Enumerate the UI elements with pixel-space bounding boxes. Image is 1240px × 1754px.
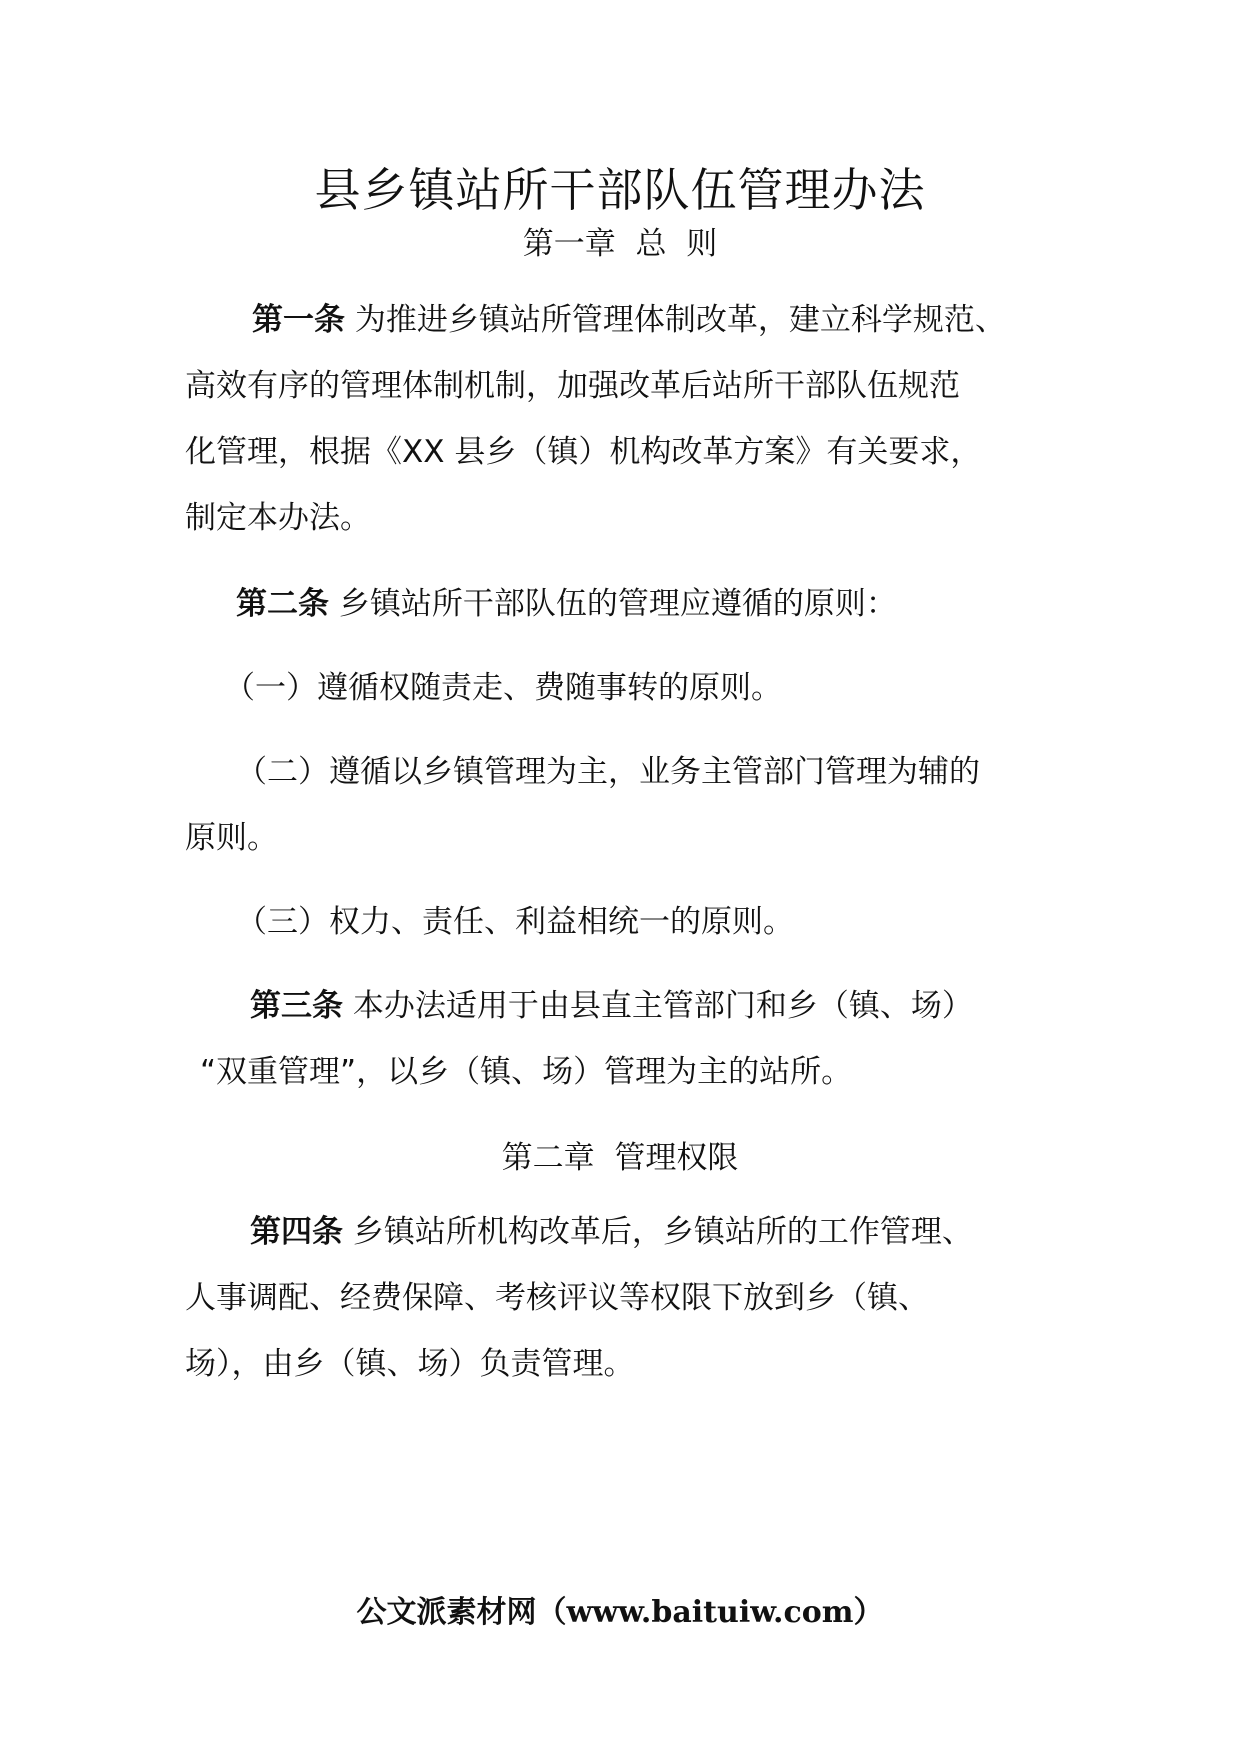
article-4-label: 第四条 xyxy=(250,1214,343,1250)
article-1-line: 高效有序的管理体制机制，加强改革后站所干部队伍规范 xyxy=(185,368,960,404)
article-3-line: “双重管理”，以乡（镇、场）管理为主的站所。 xyxy=(200,1054,853,1090)
article-1-line: 制定本办法。 xyxy=(185,500,371,536)
article-2-item: （二）遵循以乡镇管理为主，业务主管部门管理为辅的 xyxy=(236,754,980,790)
article-3-text: 本办法适用于由县直主管部门和乡（镇、场） xyxy=(352,988,973,1024)
article-2-item: （三）权力、责任、利益相统一的原则。 xyxy=(236,904,794,940)
article-4-line: 场），由乡（镇、场）负责管理。 xyxy=(185,1346,635,1382)
document-title: 县乡镇站所干部队伍管理办法 xyxy=(314,163,926,217)
article-2-item: （一）遵循权随责走、费随事转的原则。 xyxy=(224,670,782,706)
article-2-label: 第二条 xyxy=(236,586,329,622)
footer-watermark: 公文派素材网（www.baituiw.com） xyxy=(356,1595,884,1630)
article-1-first-line xyxy=(252,300,1006,340)
article-1-text: 为推进乡镇站所管理体制改革，建立科学规范、 xyxy=(354,302,1006,338)
chapter-1-heading: 第一章 总 则 xyxy=(522,226,718,262)
article-4-text: 乡镇站所机构改革后，乡镇站所的工作管理、 xyxy=(352,1214,973,1250)
article-3-first-line xyxy=(250,986,973,1026)
article-4-line: 人事调配、经费保障、考核评议等权限下放到乡（镇、 xyxy=(185,1280,929,1316)
article-3-label: 第三条 xyxy=(250,988,343,1024)
article-1-line: 化管理，根据《XX 县乡（镇）机构改革方案》有关要求， xyxy=(185,434,982,470)
article-4-first-line xyxy=(250,1212,973,1252)
article-2-item: 原则。 xyxy=(185,820,278,856)
chapter-2-heading: 第二章 管理权限 xyxy=(501,1140,739,1176)
article-2-first-line xyxy=(236,584,897,624)
article-2-text: 乡镇站所干部队伍的管理应遵循的原则： xyxy=(338,586,897,622)
article-1-label: 第一条 xyxy=(252,302,345,338)
